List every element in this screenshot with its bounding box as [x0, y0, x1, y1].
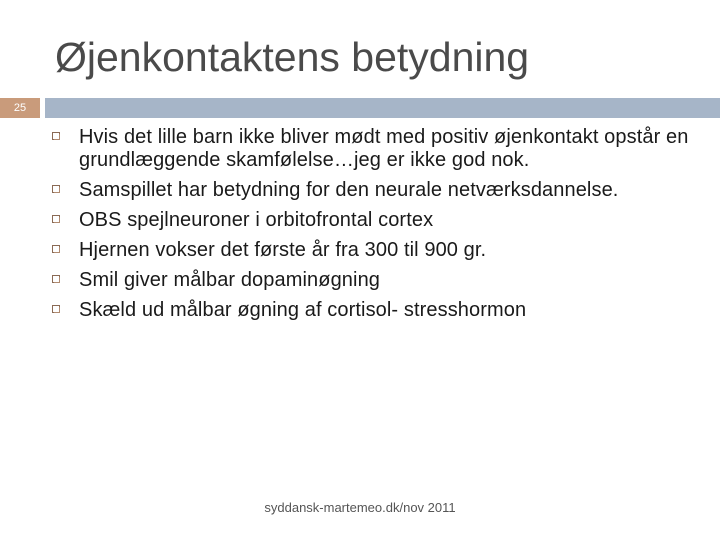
square-bullet-icon: [52, 185, 60, 193]
list-item: [52, 239, 692, 262]
slide-footer: syddansk-martemeo.dk/nov 2011: [264, 500, 456, 515]
list-item: [52, 299, 692, 322]
slide-title: Øjenkontaktens betydning: [55, 34, 530, 80]
square-bullet-icon: [52, 275, 60, 283]
list-item: [52, 126, 692, 172]
title-rule-bar: [45, 98, 720, 118]
bullet-text: Hvis det lille barn ikke bliver mødt med positiv øjenkontakt opstår en grundlæggende skamfølelse…jeg er ikke god nok.: [79, 126, 689, 171]
list-item: [52, 209, 692, 232]
square-bullet-icon: [52, 215, 60, 223]
bullet-text: Smil giver målbar dopaminøgning: [79, 269, 381, 291]
list-item: [52, 269, 692, 292]
square-bullet-icon: [52, 132, 60, 140]
slide-number: 25: [13, 102, 27, 114]
list-item: [52, 179, 692, 202]
bullet-text: Hjernen vokser det første år fra 300 til 900 gr.: [79, 239, 487, 261]
bullet-list: [52, 126, 692, 329]
square-bullet-icon: [52, 245, 60, 253]
square-bullet-icon: [52, 305, 60, 313]
bullet-text: Samspillet har betydning for den neurale netværksdannelse.: [79, 179, 619, 201]
bullet-text: Skæld ud målbar øgning af cortisol- stresshormon: [79, 299, 527, 321]
slide-number-badge: [0, 98, 40, 118]
bullet-text: OBS spejlneuroner i orbitofrontal cortex: [79, 209, 434, 231]
